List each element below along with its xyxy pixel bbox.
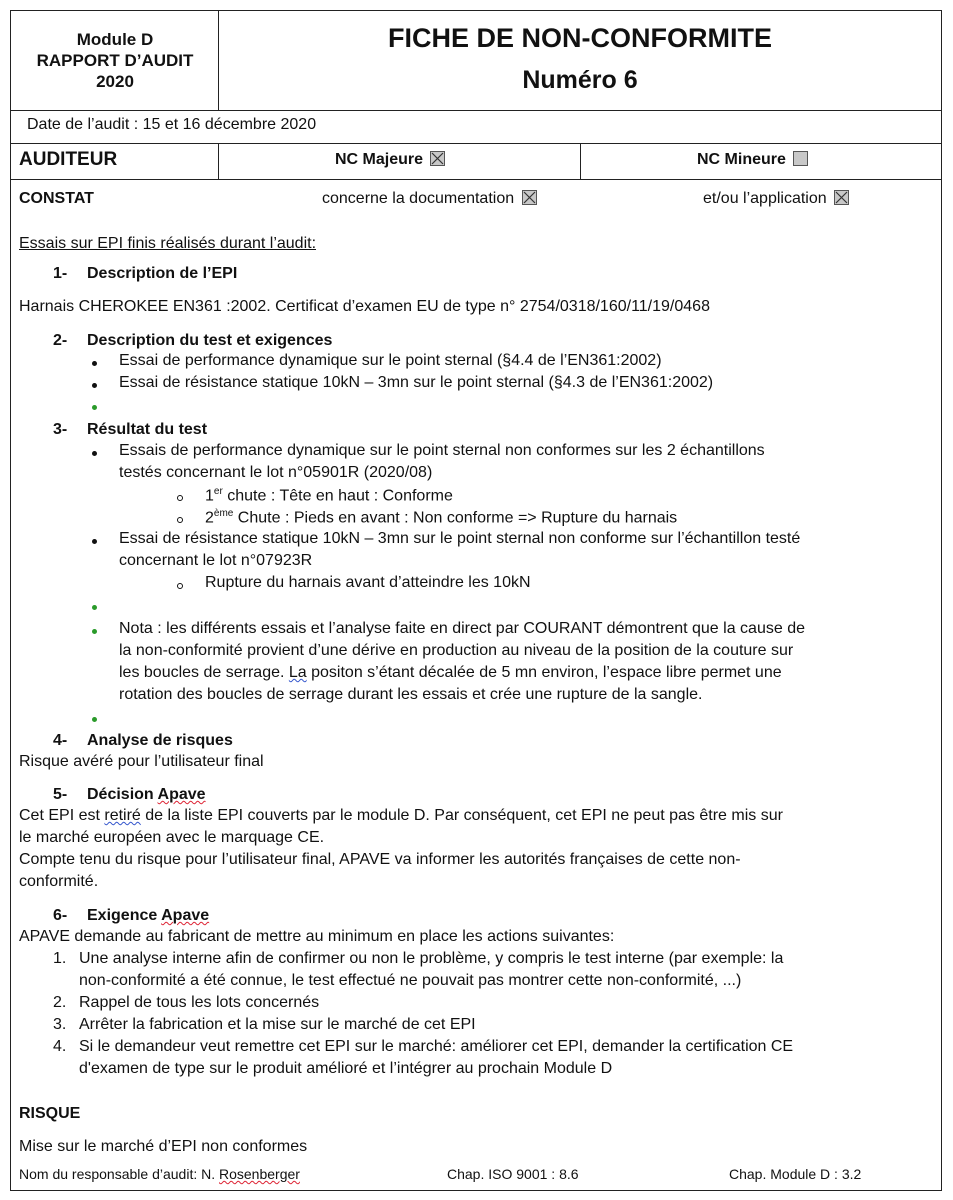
documentation-option	[322, 190, 537, 208]
section-3-bullet-line: testés concernant le lot n°05901R (2020/08)	[119, 464, 433, 481]
iso-chapter: Chap. ISO 9001 : 8.6	[447, 1166, 579, 1182]
nc-majeure-label: NC Majeure	[335, 151, 424, 168]
documentation-checkbox[interactable]	[522, 190, 537, 205]
list-item-line: Arrêter la fabrication et la mise sur le marché de cet EPI	[79, 1016, 476, 1033]
risque-label: RISQUE	[19, 1105, 81, 1122]
application-label: et/ou l’application	[703, 190, 827, 207]
section-5-title	[87, 786, 206, 804]
nc-majeure-checkbox[interactable]	[430, 151, 445, 166]
grammar-flagged-word: La	[288, 664, 307, 681]
section-3-bullet-line: concernant le lot n°07923R	[119, 552, 313, 569]
section-3-bullet-line: Essai de résistance statique 10kN – 3mn sur le point sternal non conforme sur l’échantillon testé	[119, 530, 801, 547]
spell-flagged-word: Apave	[161, 907, 210, 924]
line-text: Cet EPI est	[19, 807, 105, 824]
section-6-intro: APAVE demande au fabricant de mettre au minimum en place les actions suivantes:	[19, 928, 615, 945]
risque-text: Mise sur le marché d’EPI non conformes	[19, 1138, 308, 1155]
spell-flagged-word: Apave	[157, 786, 206, 803]
nota-line: rotation des boucles de serrage durant les essais et crée une rupture de la sangle.	[119, 686, 703, 703]
section-6-number: 6-	[53, 907, 68, 924]
section-3-subitem: Rupture du harnais avant d’atteindre les 10kN	[205, 574, 531, 591]
section-2-bullet: Essai de performance dynamique sur le point sternal (§4.4 de l’EN361:2002)	[119, 352, 662, 369]
ordinal: 1	[205, 487, 214, 505]
list-item-line: Si le demandeur veut remettre cet EPI sur le marché: améliorer cet EPI, demander la certification CE	[79, 1038, 794, 1055]
section-6-title	[87, 907, 209, 925]
subitem-text: Chute : Pieds en avant : Non conforme => Rupture du harnais	[233, 509, 678, 527]
section-3-subitem	[205, 486, 453, 505]
nota-line: la non-conformité provient d’une dérive en production au niveau de la position de la couture sur	[119, 642, 794, 659]
bullet-icon	[92, 383, 97, 388]
ordinal: 2	[205, 509, 214, 527]
list-item-line: Une analyse interne afin de confirmer ou non le problème, y compris le test interne (par exemple: la	[79, 950, 784, 967]
ordinal-suffix: er	[213, 486, 223, 497]
bullet-icon	[92, 451, 97, 456]
list-item-line: d'examen de type sur le produit amélioré et l’intégrer au prochain Module D	[79, 1060, 613, 1077]
section-2-bullet: Essai de résistance statique 10kN – 3mn sur le point sternal (§4.3 de l’EN361:2002)	[119, 374, 714, 391]
title-text: Exigence	[87, 907, 162, 924]
section-5-line: conformité.	[19, 873, 99, 890]
list-number: 1.	[53, 950, 67, 967]
divider	[11, 179, 941, 180]
list-number: 3.	[53, 1016, 67, 1033]
checked-x-icon	[431, 152, 444, 165]
section-5-line: Compte tenu du risque pour l’utilisateur final, APAVE va informer les autorités françaises de cette non-	[19, 851, 741, 868]
subitem-text: chute : Tête en haut : Conforme	[222, 487, 453, 505]
list-number: 2.	[53, 994, 67, 1011]
checked-x-icon	[523, 191, 536, 204]
section-4-number: 4-	[53, 732, 68, 749]
bullet-icon	[92, 539, 97, 544]
documentation-label: concerne la documentation	[322, 190, 515, 207]
nc-mineure-label: NC Mineure	[697, 151, 786, 168]
section-2-number: 2-	[53, 332, 68, 349]
divider	[218, 143, 219, 179]
intro-text: Essais sur EPI finis réalisés durant l’audit:	[19, 235, 317, 252]
title-cell	[219, 11, 941, 110]
nc-majeure	[335, 151, 445, 169]
module-line: RAPPORT D’AUDIT	[36, 51, 194, 70]
module-line: Module D	[76, 30, 154, 49]
section-4-title: Analyse de risques	[87, 732, 233, 749]
section-3-number: 3-	[53, 421, 68, 438]
section-1-number: 1-	[53, 265, 68, 282]
list-item-line: Rappel de tous les lots concernés	[79, 994, 320, 1011]
nc-mineure-checkbox[interactable]	[793, 151, 808, 166]
audit-date: Date de l’audit : 15 et 16 décembre 2020	[27, 116, 317, 133]
module-chapter: Chap. Module D : 3.2	[729, 1166, 862, 1182]
module-line: 2020	[96, 72, 134, 91]
checked-x-icon	[835, 191, 848, 204]
module-cell	[11, 11, 219, 110]
section-3-bullet-line: Essais de performance dynamique sur le point sternal non conformes sur les 2 échantillons	[119, 442, 765, 459]
responsable-label: Nom du responsable d’audit: N.	[19, 1166, 219, 1182]
ordinal-suffix: ème	[213, 508, 234, 519]
line-text: de la liste EPI couverts par le module D. Par conséquent, cet EPI ne peut pas être mis sur	[140, 807, 783, 824]
section-5-line: le marché européen avec le marquage CE.	[19, 829, 325, 846]
nota-text: les boucles de serrage.	[119, 664, 289, 681]
circle-bullet-icon	[177, 495, 183, 501]
responsable	[19, 1166, 300, 1182]
bullet-icon	[92, 629, 97, 634]
nota-line: Nota : les différents essais et l’analyse faite en direct par COURANT démontrent que la cause de	[119, 620, 805, 637]
nc-mineure	[697, 151, 808, 169]
circle-bullet-icon	[177, 517, 183, 523]
divider	[580, 143, 581, 179]
application-checkbox[interactable]	[834, 190, 849, 205]
section-2-title: Description du test et exigences	[87, 332, 333, 349]
divider	[11, 143, 941, 144]
nota-text: positon s’étant décalée de 5 mn environ, l’espace libre permet une	[306, 664, 782, 681]
section-5-number: 5-	[53, 786, 68, 803]
grammar-flagged-word: retiré	[104, 807, 141, 824]
section-5-line	[19, 807, 783, 825]
constat-label: CONSTAT	[19, 190, 94, 207]
section-3-subitem	[205, 508, 677, 527]
title-text: Décision	[87, 786, 158, 803]
nonconformity-form	[10, 10, 942, 1191]
list-item-line: non-conformité a été connue, le test effectué ne pouvait pas montrer cette non-conformité, ...)	[79, 972, 742, 989]
circle-bullet-icon	[177, 583, 183, 589]
empty-bullet-icon	[92, 605, 97, 610]
empty-bullet-icon	[92, 405, 97, 410]
section-1-text: Harnais CHEROKEE EN361 :2002. Certificat d’examen EU de type n° 2754/0318/160/11/19/0468	[19, 298, 710, 315]
auditeur-label: AUDITEUR	[19, 149, 118, 170]
empty-bullet-icon	[92, 717, 97, 722]
page-subtitle: Numéro 6	[522, 66, 638, 94]
section-1-title: Description de l’EPI	[87, 265, 238, 282]
list-number: 4.	[53, 1038, 67, 1055]
bullet-icon	[92, 361, 97, 366]
application-option	[703, 190, 849, 208]
section-3-title: Résultat du test	[87, 421, 208, 438]
page-title: FICHE DE NON-CONFORMITE	[388, 23, 772, 53]
divider	[11, 110, 941, 111]
nota-line	[119, 664, 782, 682]
responsable-name: Rosenberger	[219, 1166, 300, 1182]
section-4-text: Risque avéré pour l’utilisateur final	[19, 753, 264, 770]
